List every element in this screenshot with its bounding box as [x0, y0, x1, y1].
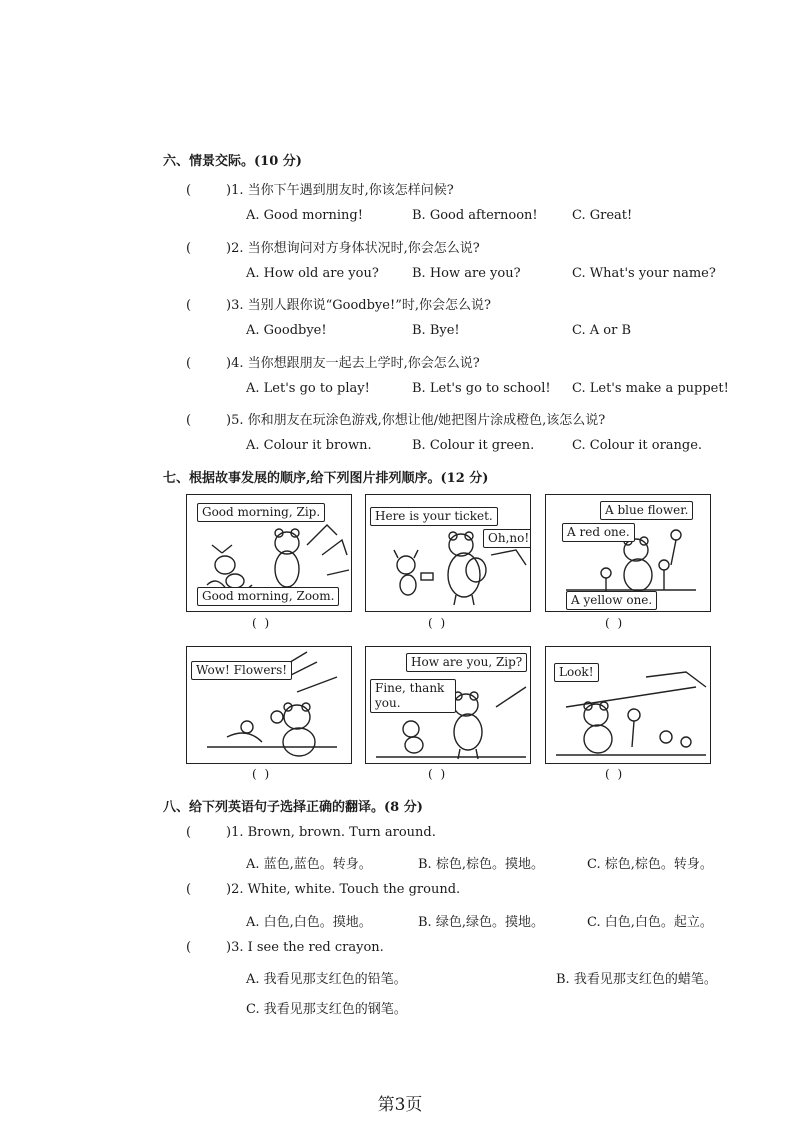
speech-bubble: A red one.	[562, 523, 635, 542]
section7-title: 七、根据故事发展的顺序,给下列图片排列顺序。(12 分)	[163, 471, 489, 486]
question-6-3	[186, 294, 491, 313]
question-6-5	[186, 409, 605, 428]
order-blank-5[interactable]: ( )	[428, 767, 448, 781]
answer-blank[interactable]: (	[186, 241, 192, 256]
question-6-2	[186, 237, 480, 256]
order-blank-4[interactable]: ( )	[252, 767, 272, 781]
option-b: B. 我看见那支红色的蜡笔。	[556, 972, 717, 987]
speech-bubble: Here is your ticket.	[370, 507, 498, 526]
speech-bubble: Fine, thank you.	[370, 679, 456, 713]
option-c: C. A or B	[572, 323, 631, 338]
question-text: )1. 当你下午遇到朋友时,你该怎样问候?	[226, 183, 454, 198]
answer-blank[interactable]: (	[186, 825, 192, 840]
option-c: C. Let's make a puppet!	[572, 381, 729, 396]
speech-bubble: Wow! Flowers!	[191, 661, 292, 680]
speech-bubble: Good morning, Zip.	[197, 503, 325, 522]
section6-title: 六、情景交际。(10 分)	[163, 154, 302, 169]
speech-bubble: A yellow one.	[566, 591, 657, 610]
speech-bubble: Good morning, Zoom.	[197, 587, 339, 606]
picture-panel-3	[545, 494, 711, 612]
option-c: C. 我看见那支红色的钢笔。	[246, 1002, 407, 1017]
answer-blank[interactable]: (	[186, 940, 192, 955]
speech-bubble: Oh,no!	[483, 529, 531, 548]
answer-blank[interactable]: (	[186, 413, 192, 428]
answer-blank[interactable]: (	[186, 882, 192, 897]
option-c: C. 棕色,棕色。转身。	[587, 857, 713, 872]
question-text: )3. I see the red crayon.	[226, 940, 384, 955]
question-text: )5. 你和朋友在玩涂色游戏,你想让他/她把图片涂成橙色,该怎么说?	[226, 413, 606, 428]
section8-title: 八、给下列英语句子选择正确的翻译。(8 分)	[163, 800, 423, 815]
option-c: C. 白色,白色。起立。	[587, 915, 713, 930]
option-b: B. Bye!	[412, 323, 460, 338]
option-a: A. How old are you?	[246, 266, 379, 281]
picture-panel-4	[186, 646, 352, 764]
question-text: )2. White, white. Touch the ground.	[226, 882, 461, 897]
option-b: B. Good afternoon!	[412, 208, 538, 223]
speech-bubble: A blue flower.	[600, 501, 693, 520]
question-text: )4. 当你想跟朋友一起去上学时,你会怎么说?	[226, 356, 480, 371]
option-a: A. 蓝色,蓝色。转身。	[246, 857, 372, 872]
option-c: C. Great!	[572, 208, 633, 223]
picture-panel-2	[365, 494, 531, 612]
question-6-4	[186, 352, 480, 371]
order-blank-2[interactable]: ( )	[428, 616, 448, 630]
option-a: A. 白色,白色。摸地。	[246, 915, 372, 930]
option-a: A. Good morning!	[246, 208, 363, 223]
order-blank-6[interactable]: ( )	[605, 767, 625, 781]
question-6-1	[186, 179, 454, 198]
question-8-1	[186, 825, 436, 840]
picture-panel-1	[186, 494, 352, 612]
option-b: B. How are you?	[412, 266, 521, 281]
question-8-3	[186, 940, 384, 955]
option-b: B. Colour it green.	[412, 438, 535, 453]
option-a: A. Let's go to play!	[246, 381, 370, 396]
question-text: )2. 当你想询问对方身体状况时,你会怎么说?	[226, 241, 480, 256]
option-a: A. Colour it brown.	[246, 438, 372, 453]
answer-blank[interactable]: (	[186, 356, 192, 371]
option-c: C. Colour it orange.	[572, 438, 703, 453]
option-c: C. What's your name?	[572, 266, 716, 281]
order-blank-3[interactable]: ( )	[605, 616, 625, 630]
picture-panel-6	[545, 646, 711, 764]
page-number: 第3页	[377, 1095, 423, 1115]
option-a: A. 我看见那支红色的铅笔。	[246, 972, 407, 987]
option-b: B. Let's go to school!	[412, 381, 551, 396]
question-text: )3. 当别人跟你说“Goodbye!”时,你会怎么说?	[226, 298, 491, 313]
question-text: )1. Brown, brown. Turn around.	[226, 825, 436, 840]
speech-bubble: Look!	[554, 663, 599, 682]
option-b: B. 棕色,棕色。摸地。	[418, 857, 544, 872]
option-a: A. Goodbye!	[246, 323, 327, 338]
speech-bubble: How are you, Zip?	[406, 653, 527, 672]
answer-blank[interactable]: (	[186, 298, 192, 313]
question-8-2	[186, 882, 460, 897]
answer-blank[interactable]: (	[186, 183, 192, 198]
picture-panel-5	[365, 646, 531, 764]
order-blank-1[interactable]: ( )	[252, 616, 272, 630]
option-b: B. 绿色,绿色。摸地。	[418, 915, 544, 930]
